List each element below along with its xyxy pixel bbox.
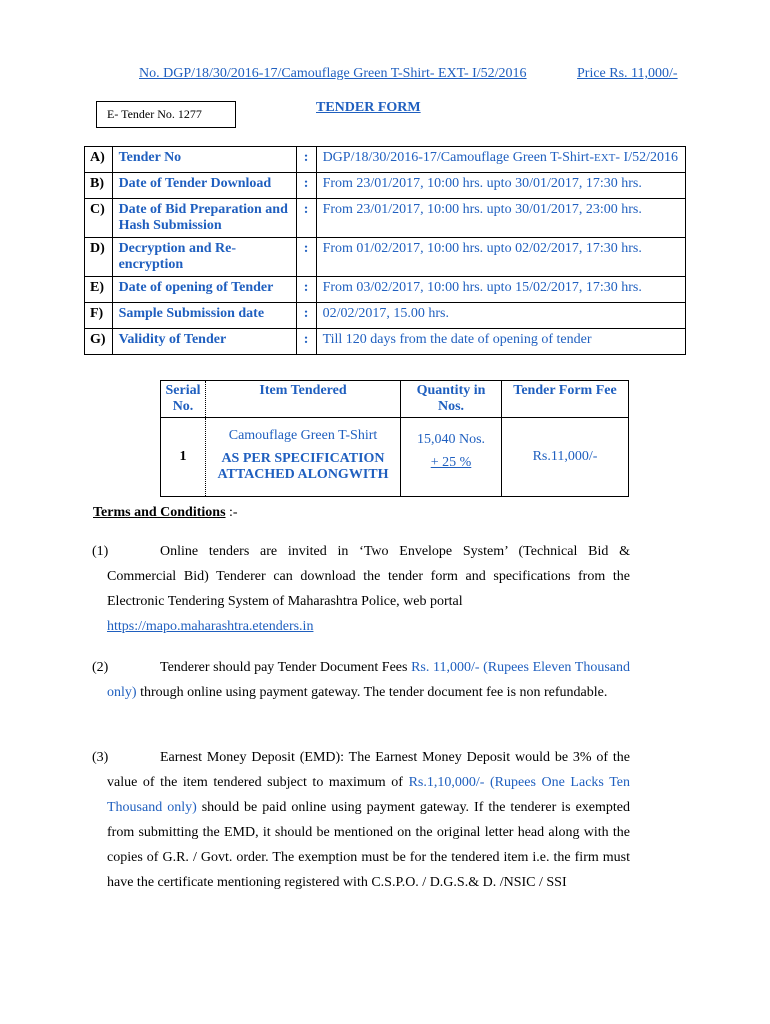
tolerance-value: + 25 % [430,455,472,470]
row-colon: : [296,199,316,238]
terms-suffix: :- [225,505,238,520]
term-pre: Tenderer should pay Tender Document Fees [160,660,412,675]
row-value [316,147,685,173]
row-value: From 23/01/2017, 10:00 hrs. upto 30/01/2017, 17:30 hrs. [316,173,685,199]
row-label: D) [85,238,113,277]
row-colon: : [296,329,316,355]
info-row [85,329,686,355]
term-1 [92,539,630,639]
term-text [107,745,630,895]
row-value: From 23/01/2017, 10:00 hrs. upto 30/01/2017, 23:00 hrs. [316,199,685,238]
term-text [107,655,630,705]
info-row [85,303,686,329]
row-value: From 03/02/2017, 10:00 hrs. upto 15/02/2017, 17:30 hrs. [316,277,685,303]
row-colon: : [296,303,316,329]
items-table [160,380,629,497]
row-value-pre: DGP/18/30/2016-17/Camouflage Green T-Shirt- [322,150,594,165]
item-spec: AS PER SPECIFICATION ATTACHED ALONGWITH [217,451,389,482]
term-number: (2) [92,660,109,675]
info-row [85,238,686,277]
cell-fee: Rs.11,000/- [502,418,629,497]
term-post: through online using payment gateway. The tender document fee is non refundable. [136,685,608,700]
info-row [85,199,686,238]
term-body: Online tenders are invited in ‘Two Envelope System’ (Technical Bid & Commercial Bid) Tenderer can download the tender form and specifications from the Electronic Tendering System of Maharashtra Police, web portal [107,544,630,609]
cell-serial: 1 [161,418,206,497]
row-colon: : [296,147,316,173]
row-colon: : [296,173,316,199]
info-row [85,147,686,173]
term-number: (1) [92,544,109,559]
tender-price: Price Rs. 11,000/- [577,66,678,81]
row-value: From 01/02/2017, 10:00 hrs. upto 02/02/2017, 17:30 hrs. [316,238,685,277]
row-colon: : [296,238,316,277]
term-text [107,539,630,639]
row-value: 02/02/2017, 15.00 hrs. [316,303,685,329]
header-fee: Tender Form Fee [502,381,629,418]
row-key: Date of opening of Tender [112,277,296,303]
terms-title: Terms and Conditions [93,505,226,520]
portal-link[interactable]: https://mapo.maharashtra.etenders.in [107,619,314,634]
row-colon: : [296,277,316,303]
header-item: Item Tendered [206,381,401,418]
e-tender-number-box [96,101,236,128]
header-quantity: Quantity in Nos. [401,381,502,418]
term-2 [92,655,630,705]
term-post: should be paid online using payment gateway. If the tenderer is exempted from submitting the EMD, it should be mentioned on the original letter head along with the copies of G.R. / Govt. order. The exemption must be for the tendered item i.e. the firm must have the certificate mentioning registered with C.S.P.O. / D.G.S.& D. /NSIC / SSI [107,800,631,890]
row-label: A) [85,147,113,173]
term-number: (3) [92,750,109,765]
row-value: Till 120 days from the date of opening of tender [316,329,685,355]
row-value-post: - I/52/2016 [615,150,678,165]
term-emd-highlight: Rs.1,10,000/- (Rupees One Lacks Ten Thousand only) [107,775,630,815]
row-label: B) [85,173,113,199]
row-label: F) [85,303,113,329]
info-row [85,173,686,199]
tender-reference: No. DGP/18/30/2016-17/Camouflage Green T-Shirt- EXT- I/52/2016 [139,66,527,81]
row-label: G) [85,329,113,355]
terms-heading [93,505,238,521]
row-value-small: EXT [593,152,616,164]
items-row [161,418,629,497]
form-title: TENDER FORM [316,100,421,115]
item-name: Camouflage Green T-Shirt [228,428,378,443]
quantity-value: 15,040 Nos. [416,432,486,447]
term-fee-highlight: Rs. 11,000/- (Rupees Eleven Thousand only) [107,660,630,700]
row-label: E) [85,277,113,303]
header-serial: Serial No. [161,381,206,418]
row-key: Tender No [112,147,296,173]
row-label: C) [85,199,113,238]
row-key: Sample Submission date [112,303,296,329]
items-header-row [161,381,629,418]
row-key: Date of Bid Preparation and Hash Submission [112,199,296,238]
cell-item [206,418,401,497]
term-pre: Earnest Money Deposit (EMD): The Earnest Money Deposit would be 3% of the value of the item tendered subject to maximum of [107,750,630,790]
quantity-tolerance [405,455,497,471]
row-key: Validity of Tender [112,329,296,355]
row-key: Date of Tender Download [112,173,296,199]
row-key: Decryption and Re-encryption [112,238,296,277]
cell-quantity [401,418,502,497]
info-row [85,277,686,303]
tender-info-table [84,146,686,355]
e-tender-number: E- Tender No. 1277 [107,107,202,121]
term-3 [92,745,631,895]
